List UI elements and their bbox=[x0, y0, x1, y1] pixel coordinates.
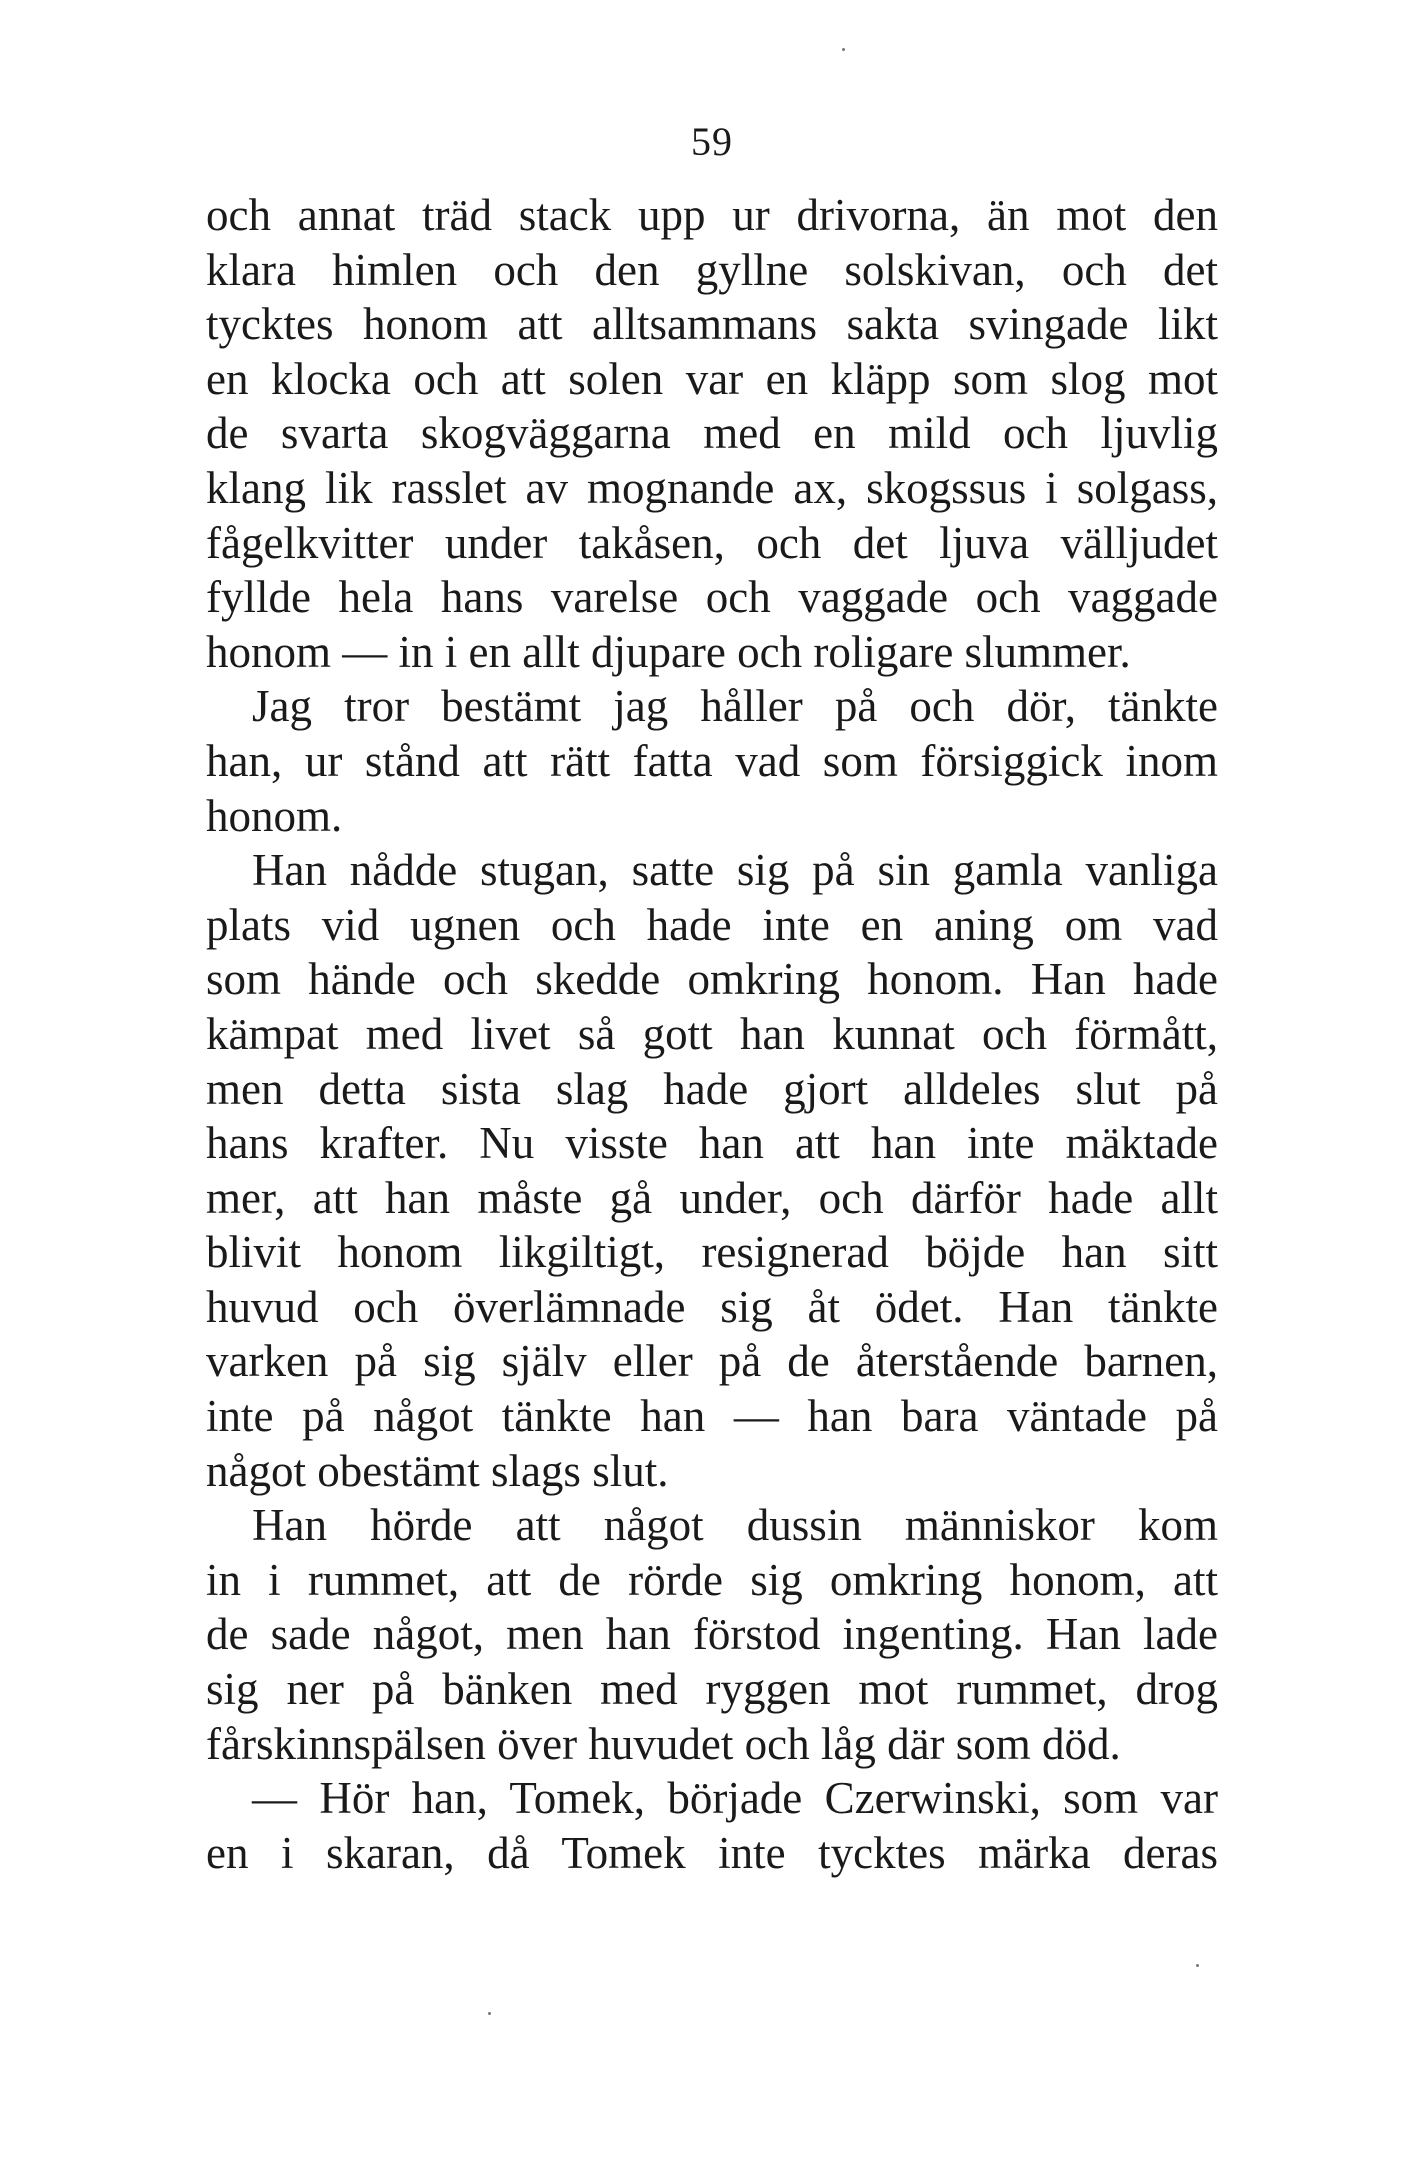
text-line: som hände och skedde omkring honom. Han hade bbox=[206, 954, 1218, 1005]
text-line: inte på något tänkte han — han bara väntade på bbox=[206, 1391, 1218, 1442]
text-line: fårskinnspälsen över huvudet och låg där som död. bbox=[206, 1718, 1121, 1769]
text-line: mer, att han måste gå under, och därför hade allt bbox=[206, 1172, 1218, 1223]
text-line: honom — in i en allt djupare och roligare slummer. bbox=[206, 626, 1131, 677]
text-line: Jag tror bestämt jag håller på och dör, tänkte bbox=[252, 681, 1218, 732]
print-speck bbox=[842, 48, 845, 51]
text-line: hans krafter. Nu visste han att han inte mäktade bbox=[206, 1118, 1218, 1169]
text-line: de sade något, men han förstod ingenting. Han lade bbox=[206, 1609, 1218, 1660]
text-line: Han hörde att något dussin människor kom bbox=[252, 1500, 1218, 1551]
text-line: men detta sista slag hade gjort alldeles slut på bbox=[206, 1063, 1218, 1114]
text-line: blivit honom likgiltigt, resignerad böjde han sitt bbox=[206, 1227, 1218, 1278]
page-number: 59 bbox=[691, 119, 733, 164]
text-line: sig ner på bänken med ryggen mot rummet, drog bbox=[206, 1664, 1218, 1715]
body-text bbox=[206, 188, 1218, 1880]
text-line: han, ur stånd att rätt fatta vad som försiggick inom bbox=[206, 735, 1218, 786]
print-speck bbox=[488, 2012, 491, 2015]
text-line: tycktes honom att alltsammans sakta svingade likt bbox=[206, 299, 1218, 350]
text-line: de svarta skogväggarna med en mild och ljuvlig bbox=[206, 408, 1218, 459]
print-speck bbox=[1196, 1964, 1199, 1967]
text-line: en i skaran, då Tomek inte tycktes märka deras bbox=[206, 1827, 1218, 1878]
text-line: och annat träd stack upp ur drivorna, än mot den bbox=[206, 190, 1218, 240]
text-line: en klocka och att solen var en kläpp som slog mot bbox=[206, 353, 1218, 404]
text-line: huvud och överlämnade sig åt ödet. Han tänkte bbox=[206, 1281, 1218, 1332]
text-line: Han nådde stugan, satte sig på sin gamla vanliga bbox=[252, 845, 1218, 896]
text-line: klang lik rasslet av mognande ax, skogssus i solgass, bbox=[206, 462, 1218, 513]
text-line: något obestämt slags slut. bbox=[206, 1445, 669, 1496]
text-line: in i rummet, att de rörde sig omkring honom, att bbox=[206, 1554, 1218, 1605]
text-line: — Hör han, Tomek, började Czerwinski, som var bbox=[252, 1773, 1218, 1824]
text-line: kämpat med livet så gott han kunnat och förmått, bbox=[206, 1008, 1218, 1059]
text-line: klara himlen och den gyllne solskivan, och det bbox=[206, 244, 1218, 295]
text-line: plats vid ugnen och hade inte en aning om vad bbox=[206, 899, 1218, 950]
text-line: varken på sig själv eller på de återstående barnen, bbox=[206, 1336, 1218, 1387]
text-line: honom. bbox=[206, 790, 343, 841]
text-line: fågelkvitter under takåsen, och det ljuva välljudet bbox=[206, 517, 1218, 568]
text-line: fyllde hela hans varelse och vaggade och vaggade bbox=[206, 572, 1218, 623]
